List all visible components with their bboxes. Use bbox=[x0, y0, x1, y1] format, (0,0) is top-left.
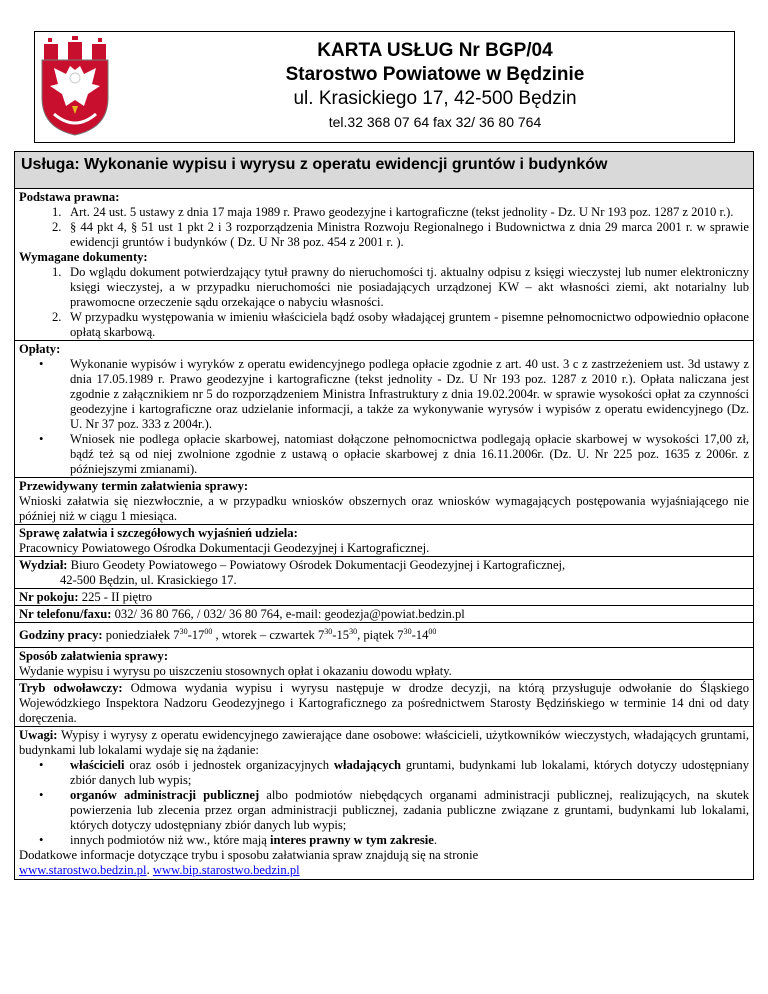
appeal-label: Tryb odwoławczy: bbox=[19, 681, 123, 695]
card-title: KARTA USŁUG Nr BGP/04 bbox=[317, 40, 553, 61]
notes-label: Uwagi: bbox=[19, 728, 58, 742]
list-item: • innych podmiotów niż ww., które mają interes prawny w tym zakresie. bbox=[39, 833, 438, 847]
responsible-label: Sprawę załatwia i szczegółowych wyjaśnień udziela: bbox=[19, 526, 298, 540]
department-section bbox=[15, 556, 753, 588]
room-section bbox=[15, 588, 753, 605]
department-text: Biuro Geodety Powiatowego – Powiatowy Ośrodek Dokumentacji Geodezyjnej i Kartograficznej, bbox=[70, 558, 566, 572]
list-item: • Wniosek nie podlega opłacie skarbowej, natomiast dołączone pełnomocnictwa podlegają opłacie skarbowej w wysokości 17,00 zł, bądź też są od niej zwolnione zgodnie z ustawą o opłacie skarbowej z dnia 16.11.2006r. (Dz. U. Nr 225 poz. 1635 z 2006r. z późniejszymi zmianami). bbox=[39, 432, 749, 476]
office-address: ul. Krasickiego 17, 42-500 Będzin bbox=[293, 88, 577, 109]
bullet-icon: • bbox=[39, 758, 44, 772]
method-section bbox=[15, 647, 753, 679]
coat-of-arms-icon bbox=[40, 36, 110, 136]
bullet-icon: • bbox=[39, 432, 44, 446]
list-item: • Wykonanie wypisów i wyryków z operatu ewidencyjnego podlega opłacie zgodnie z art. 40 ust. 3 c z zastrzeżeniem ust. 3d ustawy z dnia 17.05.1989 r. Prawo geodezyjne i kartograficzne (tekst jednolity - Dz. U Nr 193 poz. 1287 z 2010 r.). Opłata naliczana jest zgodnie z załącznikiem nr 5 do rozporządzeniem Ministra Infrastruktury z dnia 19.02.2004r. w sprawie wysokości opłat za czynności geodezyjne i kartograficzne oraz udzielanie informacji, a także za wykonywanie wyrysów i wypisów z operatu ewidencyjnego (Dz. U. Nr 37 poz. 333 z 2004r.). bbox=[39, 357, 749, 431]
notes-intro: Wypisy i wyrysy z operatu ewidencyjnego zawierające dane osobowe: właścicieli, użytkowników wieczystych, władających gruntami, budynkami lub lokalami wydaje się na żądanie: bbox=[19, 728, 749, 757]
hours-label: Godziny pracy: bbox=[19, 628, 103, 642]
contact-text: 032/ 36 80 766, / 032/ 36 80 764, e-mail: geodezja@powiat.bedzin.pl bbox=[114, 607, 465, 621]
legal-basis-section bbox=[15, 189, 753, 340]
appeal-text: Odmowa wydania wypisu i wyrysu następuje w drodze decyzji, na którą przysługuje odwołanie do Śląskiego Wojewódzkiego Inspektora Nadzoru Geodezyjnego i Kartograficznego za pośrednictwem Starosty Będzińskiego w terminie 14 dni od daty doręczenia. bbox=[19, 681, 749, 725]
responsible-section bbox=[15, 524, 753, 556]
fees-section bbox=[15, 340, 753, 477]
room-label: Nr pokoju: bbox=[19, 590, 79, 604]
department-label: Wydział: bbox=[19, 558, 68, 572]
required-docs-label: Wymagane dokumenty: bbox=[19, 250, 148, 264]
room-text: 225 - II piętro bbox=[81, 590, 153, 604]
list-item: • właścicieli oraz osób i jednostek organizacyjnych władających gruntami, budynkami lub lokalami, których dotyczy udostępniany zbiór danych lub wypis; bbox=[39, 758, 749, 787]
responsible-text: Pracownicy Powiatowego Ośrodka Dokumentacji Geodezyjnej i Kartograficznej. bbox=[19, 541, 430, 555]
bullet-icon: • bbox=[39, 788, 44, 802]
office-name: Starostwo Powiatowe w Będzinie bbox=[285, 64, 585, 85]
bullet-icon: • bbox=[39, 833, 44, 847]
list-item: • organów administracji publicznej albo podmiotów niebędących organami administracji publicznej, realizujących, na skutek powierzenia lub zlecenia przez organ administracji publicznej, zadania publiczne związane z gruntami, budynkami lub lokalami, których dotyczy udostępniany zbiór danych lub wypis; bbox=[39, 788, 749, 832]
list-item: 1. Art. 24 ust. 5 ustawy z dnia 17 maja 1989 r. Prawo geodezyjne i kartograficzne (tekst jednolity - Dz. U Nr 193 poz. 1287 z 2010 r.). bbox=[52, 205, 734, 219]
list-item: 1. Do wglądu dokument potwierdzający tytuł prawny do nieruchomości tj. aktualny odpisu z księgi wieczystej lub numer elektroniczny księgi wieczystej, a w przypadku nieruchomości nie posiadających urządzonej KW – akt własności ziemi, akt notarialny lub prawomocne orzeczenie sądu orzekające o nabyciu własności. bbox=[52, 265, 749, 309]
notes-footer: Dodatkowe informacje dotyczące trybu i sposobu załatwiania spraw znajdują się na stronie bbox=[19, 848, 479, 862]
service-title: Usługa: Wykonanie wypisu i wyrysu z operatu ewidencji gruntów i budynków bbox=[14, 151, 754, 189]
hours-text: poniedziałek $7^{30}-17^{00}$ , wtorek – czwartek $7^{30}-15^{30}$, piątek $7^{30}-14^{00}$ bbox=[105, 626, 437, 642]
appeal-section bbox=[15, 679, 753, 726]
list-item: 2. § 44 pkt 4, § 51 ust 1 pkt 2 i 3 rozporządzenia Ministra Rozwoju Regionalnego i Budownictwa z dnia 29 marca 2001 r. w sprawie ewidencji gruntów i budynków ( Dz. U Nr 38 poz. 454 z 2001 r. ). bbox=[52, 220, 749, 249]
office-phones: tel.32 368 07 64 fax 32/ 36 80 764 bbox=[328, 114, 542, 130]
fees-label: Opłaty: bbox=[19, 342, 61, 356]
contact-section bbox=[15, 605, 753, 622]
list-item: 2. W przypadku występowania w imieniu właściciela bądź osoby władającej gruntem - pisemne pełnomocnictwo odpowiednio opłacone opłatą skarbową. bbox=[52, 310, 749, 339]
bip-link[interactable]: www.bip.starostwo.bedzin.pl bbox=[152, 863, 300, 877]
hours-section bbox=[15, 622, 753, 647]
website-links: www.starostwo.bedzin.pl. www.bip.starostwo.bedzin.pl bbox=[19, 863, 300, 877]
term-section bbox=[15, 477, 753, 524]
notes-section bbox=[15, 726, 753, 879]
term-text: Wnioski załatwia się niezwłocznie, a w przypadku wniosków obszernych oraz wniosków wymagających postępowania wyjaśniającego nie później niż w ciągu 1 miesiąca. bbox=[19, 494, 749, 523]
legal-basis-label: Podstawa prawna: bbox=[19, 190, 120, 204]
department-address: 42-500 Będzin, ul. Krasickiego 17. bbox=[60, 573, 237, 587]
term-label: Przewidywany termin załatwienia sprawy: bbox=[19, 479, 249, 493]
method-label: Sposób załatwienia sprawy: bbox=[19, 649, 169, 663]
starostwo-link[interactable]: www.starostwo.bedzin.pl bbox=[19, 863, 147, 877]
contact-label: Nr telefonu/faxu: bbox=[19, 607, 112, 621]
bullet-icon: • bbox=[39, 357, 44, 371]
service-details bbox=[14, 189, 754, 880]
method-text: Wydanie wypisu i wyrysu po uiszczeniu stosownych opłat i okazaniu dowodu wpłaty. bbox=[19, 664, 452, 678]
